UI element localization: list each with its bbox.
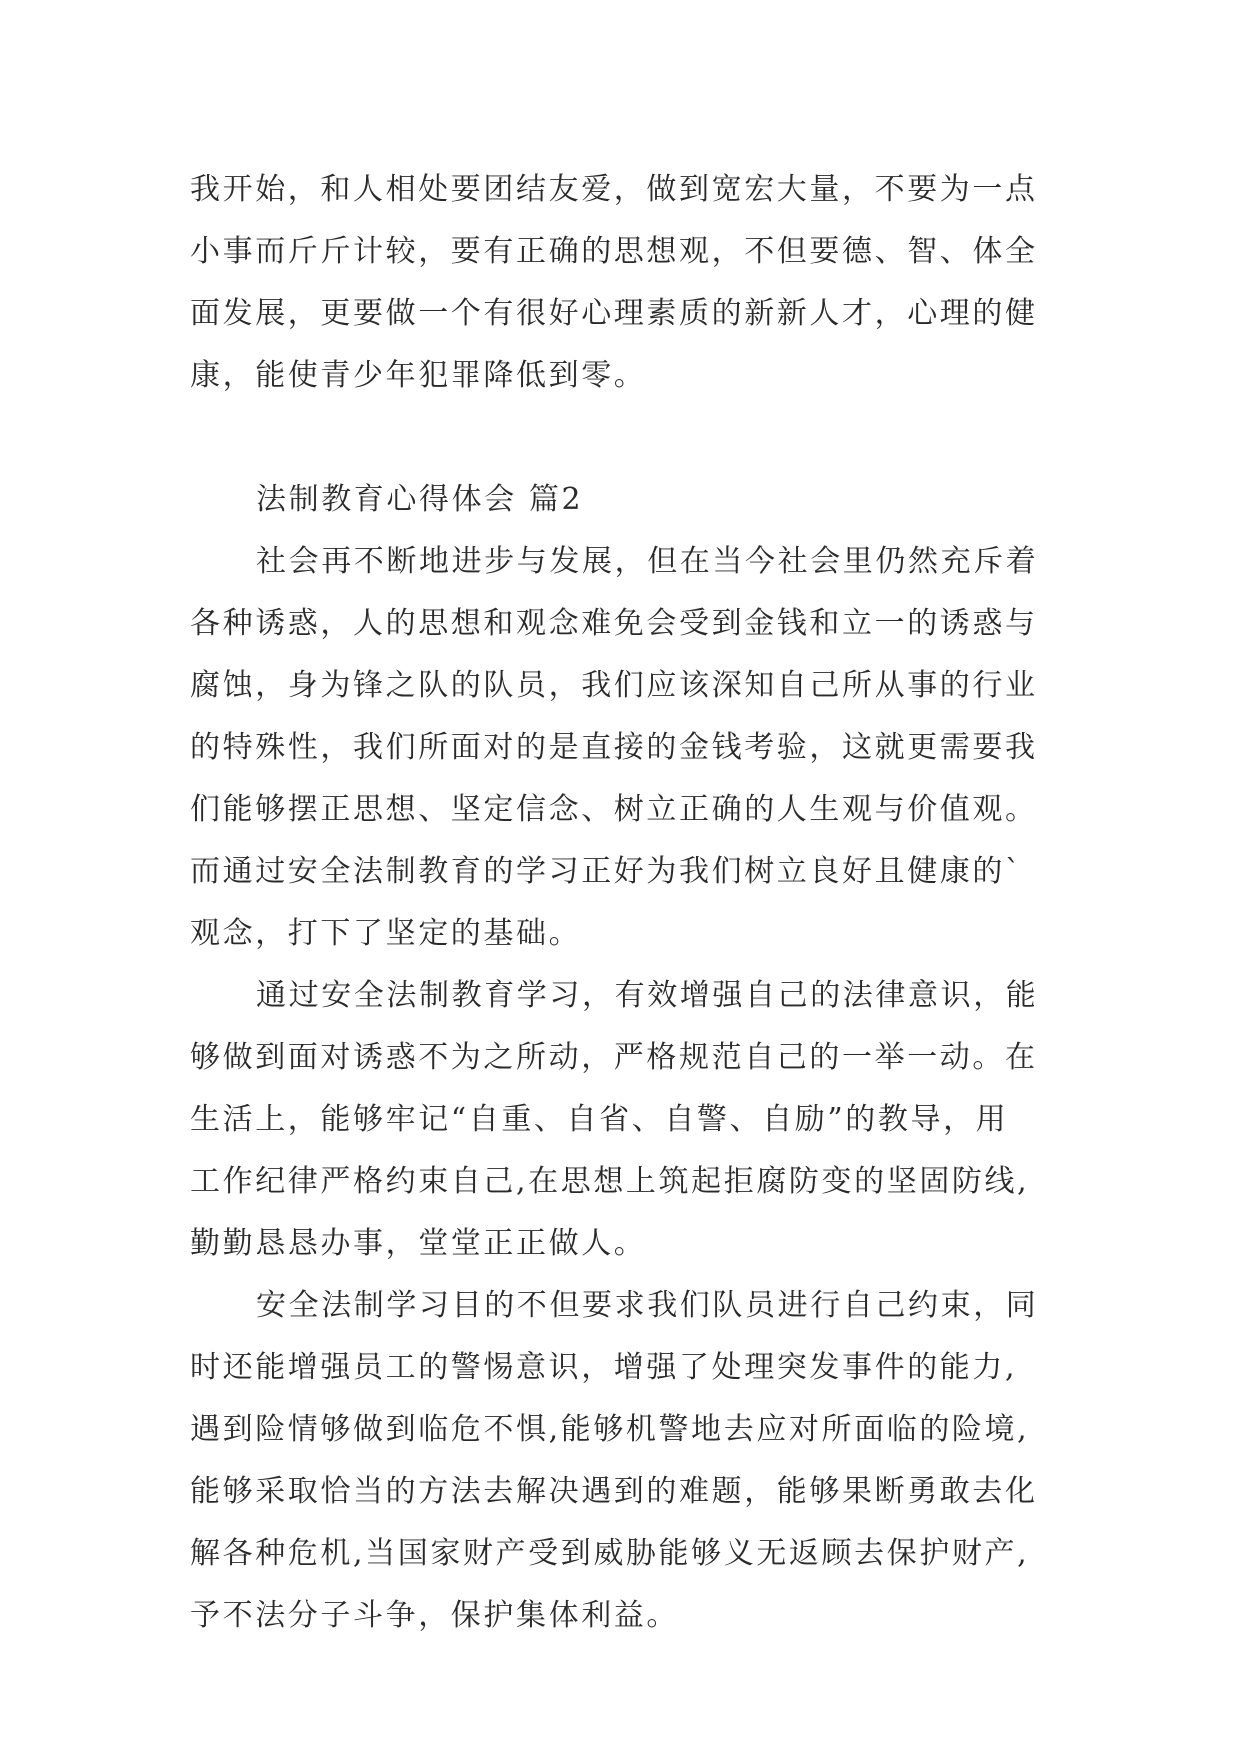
text-line: 工作纪律严格约束自己,在思想上筑起拒腐防变的坚固防线, — [190, 1164, 1030, 1199]
paragraph-first-line: 通过安全法制教育学习，有效增强自己的法律意识，能 — [256, 978, 1039, 1013]
paragraph-first-line: 安全法制学习目的不但要求我们队员进行自己约束，同 — [256, 1288, 1039, 1323]
text-line: 观念，打下了坚定的基础。 — [190, 916, 582, 951]
text-line: 遇到险情够做到临危不惧,能够机警地去应对所面临的险境, — [190, 1412, 1030, 1447]
text-line: 时还能增强员工的警惕意识，增强了处理突发事件的能力, — [190, 1350, 1018, 1385]
paragraph-first-line: 社会再不断地进步与发展，但在当今社会里仍然充斥着 — [256, 544, 1039, 579]
text-line: 各种诱惑，人的思想和观念难免会受到金钱和立一的诱惑与 — [190, 606, 1038, 641]
text-line: 能够采取恰当的方法去解决遇到的难题，能够果断勇敢去化 — [190, 1474, 1038, 1509]
text-line: 小事而斤斤计较，要有正确的思想观，不但要德、智、体全 — [190, 234, 1038, 269]
section-heading: 法制教育心得体会 篇2 — [256, 482, 584, 517]
text-line: 腐蚀，身为锋之队的队员，我们应该深知自己所从事的行业 — [190, 668, 1038, 703]
text-line: 康，能使青少年犯罪降低到零。 — [190, 358, 647, 393]
text-line: 的特殊性，我们所面对的是直接的金钱考验，这就更需要我 — [190, 730, 1038, 765]
text-line: 而通过安全法制教育的学习正好为我们树立良好且健康的` — [190, 854, 1023, 889]
text-line: 够做到面对诱惑不为之所动，严格规范自己的一举一动。在 — [190, 1040, 1038, 1075]
text-line: 面发展，更要做一个有很好心理素质的新新人才，心理的健 — [190, 296, 1038, 331]
text-line: 我开始，和人相处要团结友爱，做到宽宏大量，不要为一点 — [190, 172, 1038, 207]
text-line: 解各种危机,当国家财产受到威胁能够义无返顾去保护财产, — [190, 1536, 1030, 1571]
text-line: 们能够摆正思想、坚定信念、树立正确的人生观与价值观。 — [190, 792, 1038, 827]
text-line: 予不法分子斗争，保护集体利益。 — [190, 1598, 679, 1633]
text-line: 勤勤恳恳办事，堂堂正正做人。 — [190, 1226, 647, 1261]
text-line: 生活上，能够牢记“自重、自省、自警、自励”的教导，用 — [190, 1102, 1009, 1137]
